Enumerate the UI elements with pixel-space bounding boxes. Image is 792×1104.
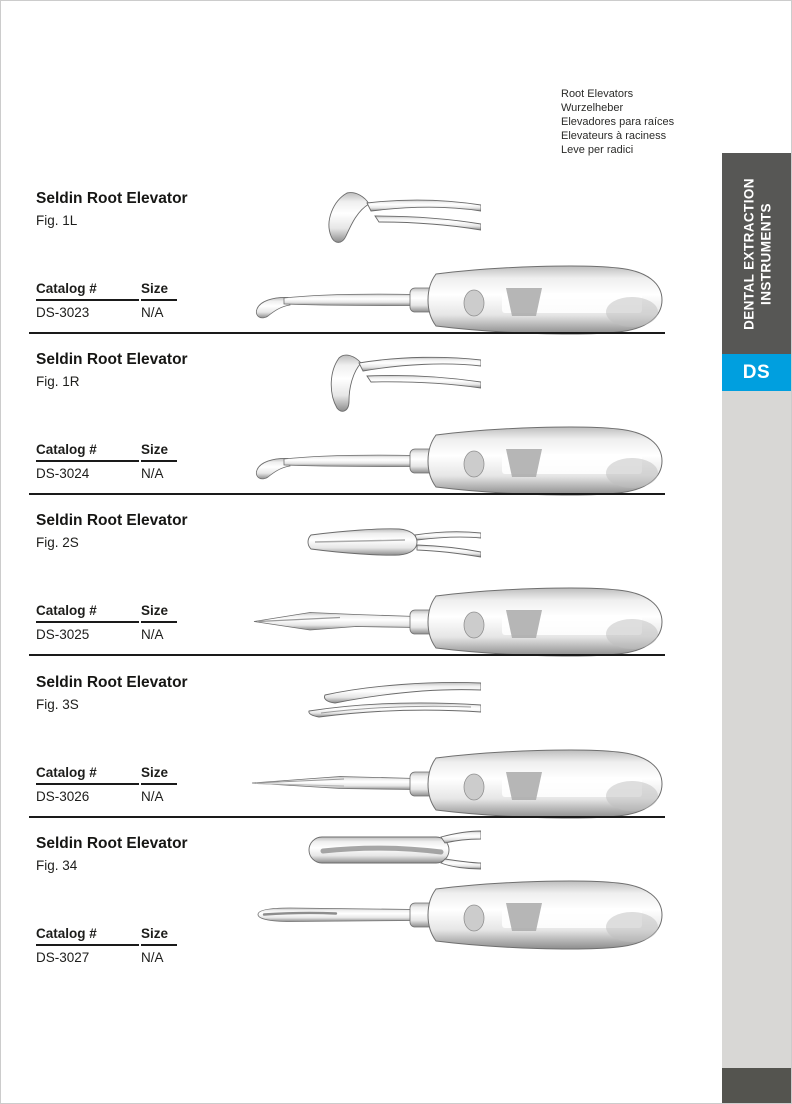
product-title: Seldin Root Elevator bbox=[36, 190, 188, 207]
product-title: Seldin Root Elevator bbox=[36, 512, 188, 529]
catalog-number: DS-3024 bbox=[36, 466, 90, 481]
product-section bbox=[1, 186, 721, 347]
catalog-table bbox=[36, 926, 179, 965]
instrument-tip-photo bbox=[301, 511, 481, 577]
instrument-photo bbox=[244, 420, 666, 502]
instrument-tip-photo bbox=[301, 673, 481, 739]
size-value: N/A bbox=[141, 950, 164, 965]
product-section bbox=[1, 347, 721, 508]
catalog-table bbox=[36, 765, 179, 804]
translation-line: Wurzelheber bbox=[561, 102, 624, 114]
product-family-translations bbox=[561, 87, 674, 157]
instrument-tip-photo bbox=[301, 350, 481, 416]
catalog-header: Catalog # bbox=[36, 926, 139, 946]
product-title: Seldin Root Elevator bbox=[36, 351, 188, 368]
instrument-photo bbox=[244, 259, 666, 341]
catalog-header: Catalog # bbox=[36, 765, 139, 785]
product-figure: Fig. 3S bbox=[36, 697, 79, 712]
product-title: Seldin Root Elevator bbox=[36, 835, 188, 852]
product-section bbox=[1, 670, 721, 831]
product-section bbox=[1, 508, 721, 669]
product-figure: Fig. 1R bbox=[36, 374, 80, 389]
product-title: Seldin Root Elevator bbox=[36, 674, 188, 691]
instrument-photo bbox=[244, 581, 666, 663]
catalog-number: DS-3027 bbox=[36, 950, 90, 965]
size-header: Size bbox=[141, 926, 177, 946]
size-value: N/A bbox=[141, 789, 164, 804]
translation-line: Elevadores para raíces bbox=[561, 116, 675, 128]
catalog-number: DS-3023 bbox=[36, 305, 90, 320]
catalog-header: Catalog # bbox=[36, 442, 139, 462]
size-value: N/A bbox=[141, 305, 164, 320]
catalog-number: DS-3026 bbox=[36, 789, 90, 804]
product-figure: Fig. 1L bbox=[36, 213, 78, 228]
instrument-tip-photo bbox=[301, 189, 481, 255]
translation-line: Root Elevators bbox=[561, 88, 634, 100]
catalog-header: Catalog # bbox=[36, 603, 139, 623]
ds-tab-label: DS bbox=[742, 361, 771, 383]
product-figure: Fig. 34 bbox=[36, 858, 78, 873]
instrument-photo bbox=[244, 743, 666, 825]
catalog-table bbox=[36, 281, 179, 320]
translation-line: Elevateurs à raciness bbox=[561, 130, 667, 142]
instrument-photo bbox=[244, 874, 666, 956]
sidebar-category-label: DENTAL EXTRACTION INSTRUMENTS bbox=[740, 177, 773, 330]
translation-line: Leve per radici bbox=[561, 144, 634, 156]
size-header: Size bbox=[141, 765, 177, 785]
section-divider bbox=[29, 332, 665, 334]
product-figure: Fig. 2S bbox=[36, 535, 79, 550]
catalog-header: Catalog # bbox=[36, 281, 139, 301]
section-divider bbox=[29, 493, 665, 495]
section-divider bbox=[29, 654, 665, 656]
catalog-table bbox=[36, 442, 179, 481]
sidebar-footer-block bbox=[722, 1068, 792, 1104]
sidebar-category-tab[interactable] bbox=[722, 153, 791, 354]
sidebar-column bbox=[722, 391, 792, 1068]
size-header: Size bbox=[141, 442, 177, 462]
size-value: N/A bbox=[141, 466, 164, 481]
catalog-number: DS-3025 bbox=[36, 627, 90, 642]
sidebar-ds-tab[interactable] bbox=[722, 354, 791, 391]
product-section bbox=[1, 831, 721, 992]
catalog-table bbox=[36, 603, 179, 642]
size-header: Size bbox=[141, 281, 177, 301]
size-value: N/A bbox=[141, 627, 164, 642]
size-header: Size bbox=[141, 603, 177, 623]
